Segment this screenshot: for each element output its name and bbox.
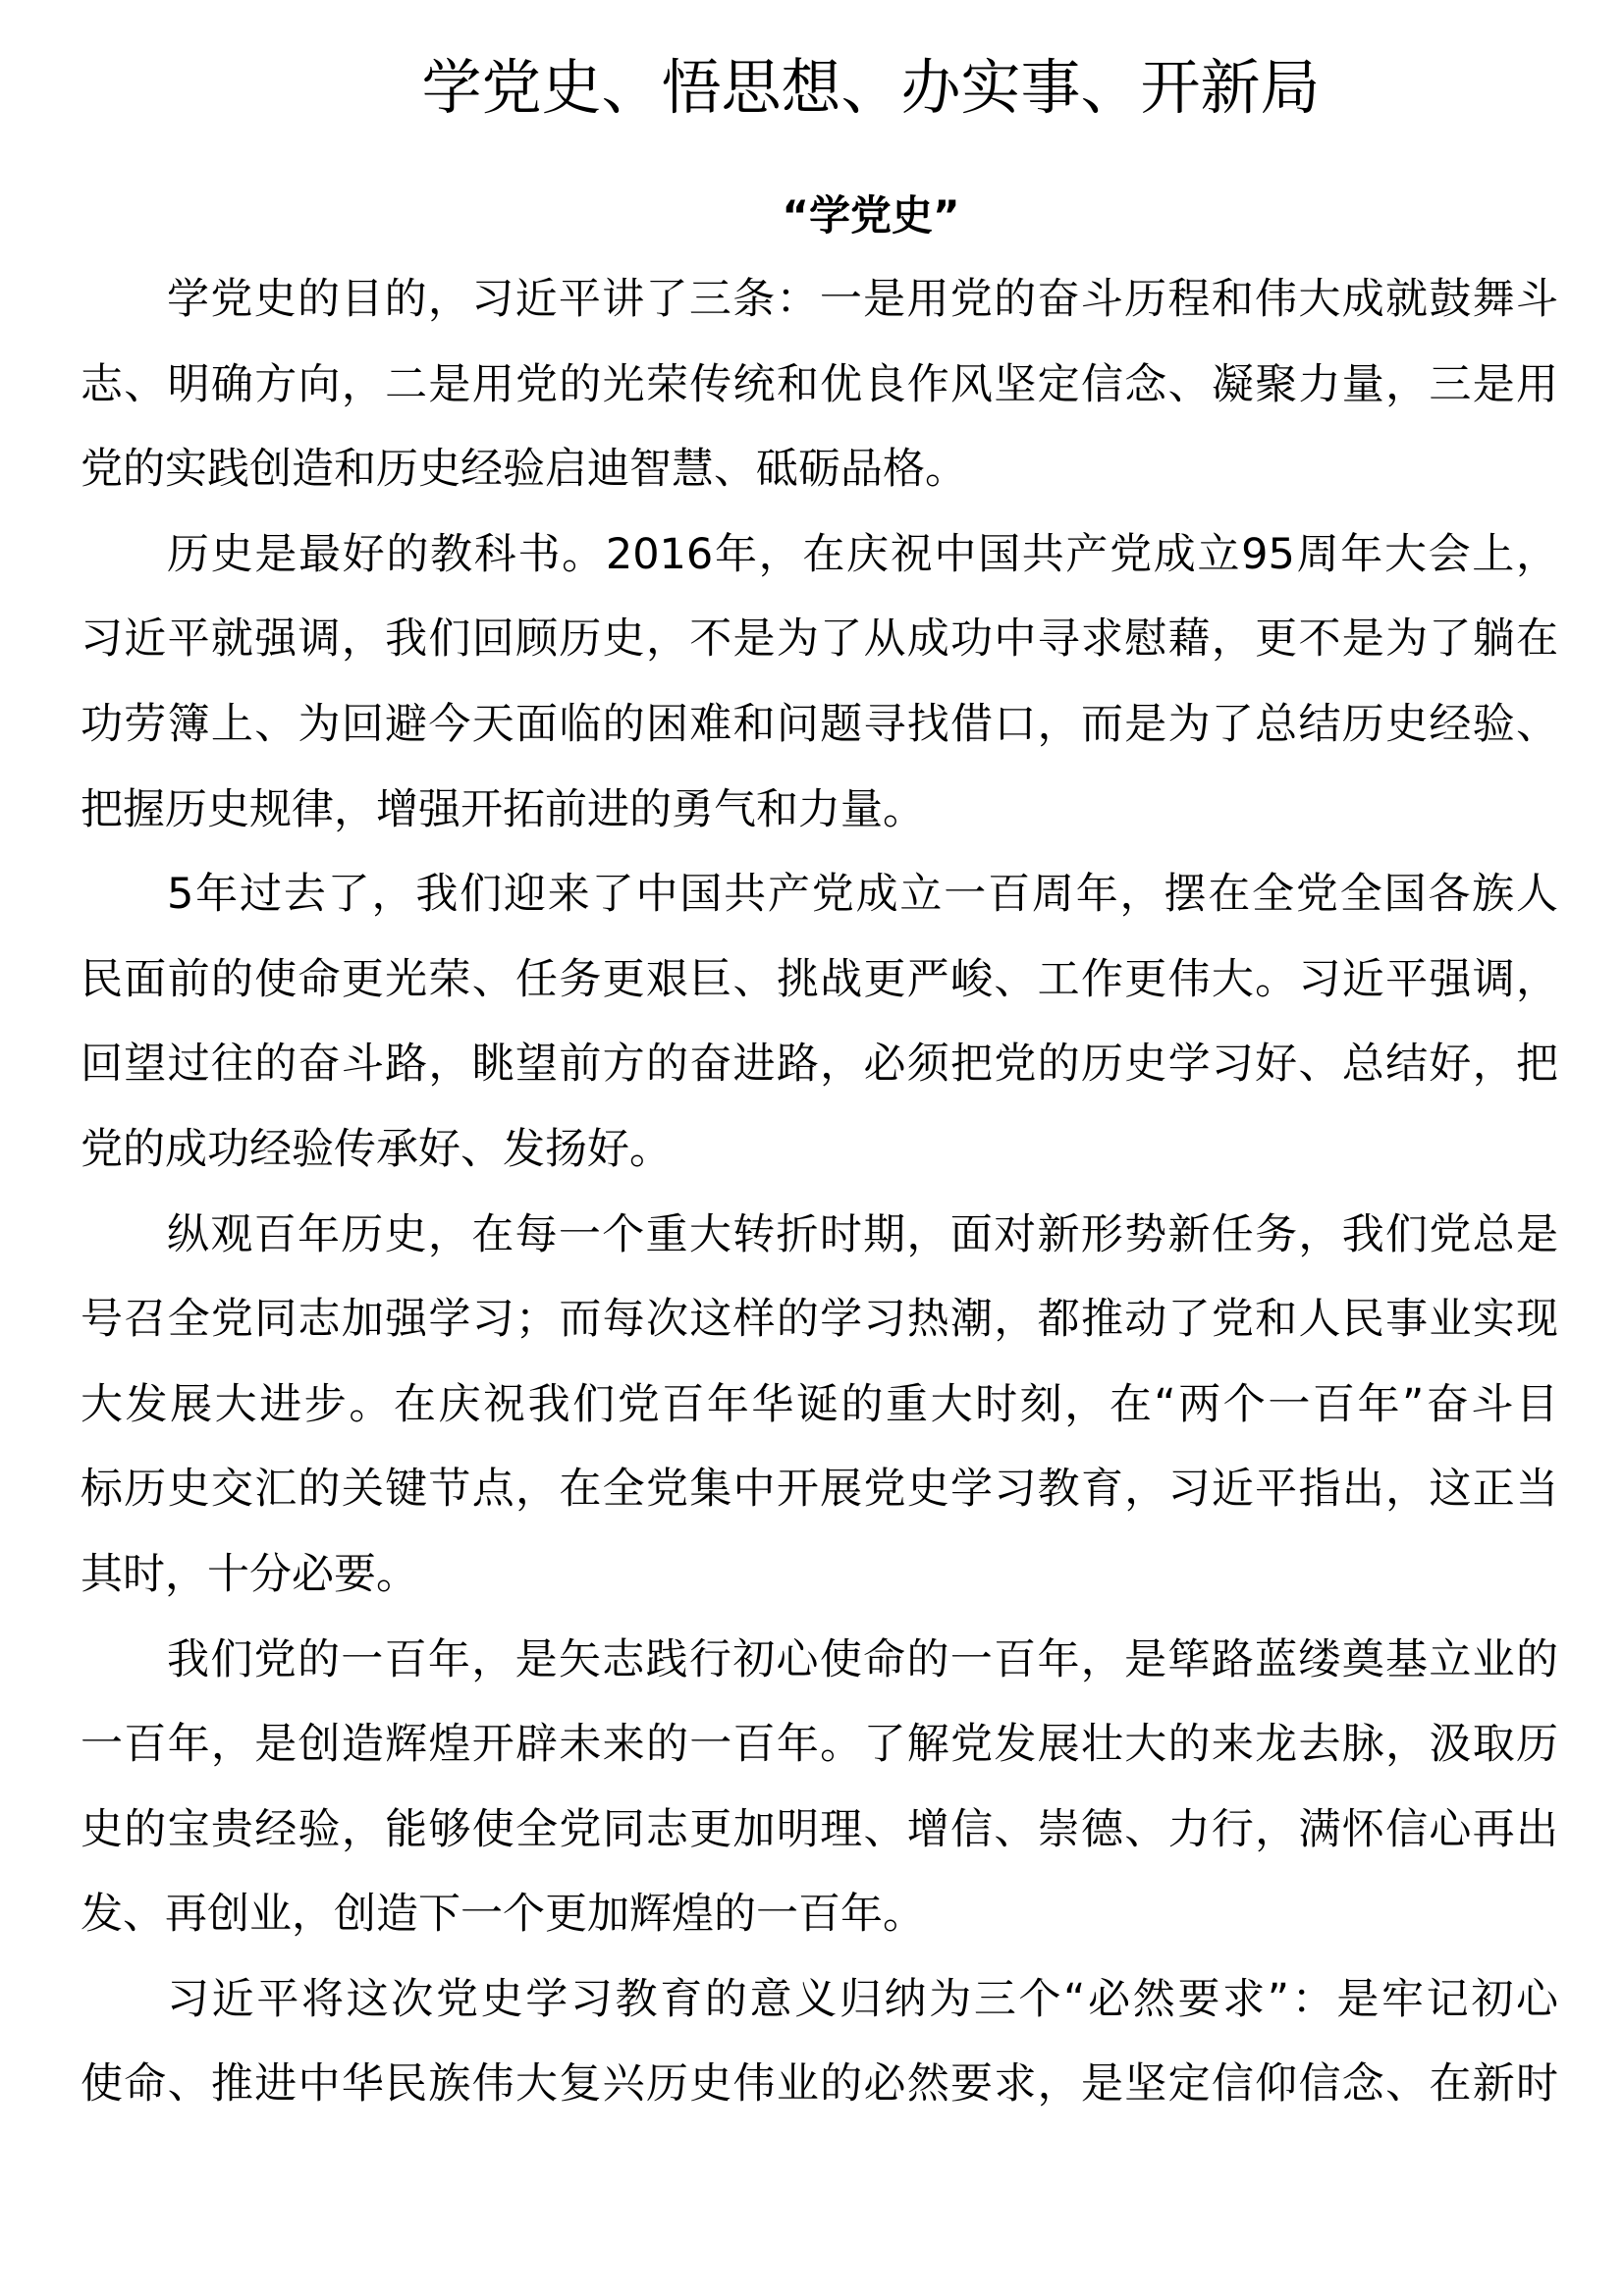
paragraph-line: 把握历史规律，增强开拓前进的勇气和力量。 <box>81 784 925 834</box>
paragraph-line: 党的实践创造和历史经验启迪智慧、砥砺品格。 <box>81 445 967 495</box>
paragraph-line: 志、明确方向，二是用党的光荣传统和优良作风坚定信念、凝聚力量，三是用 <box>81 359 1558 409</box>
paragraph-line: 习近平将这次党史学习教育的意义归纳为三个“必然要求”：是牢记初心 <box>167 1974 1558 2024</box>
paragraph-line: 大发展大进步。在庆祝我们党百年华诞的重大时刻，在“两个一百年”奋斗目 <box>81 1379 1558 1429</box>
paragraph-line: 其时，十分必要。 <box>81 1549 418 1599</box>
paragraph-line: 民面前的使命更光荣、任务更艰巨、挑战更严峻、工作更伟大。习近平强调， <box>81 954 1558 1004</box>
paragraph-line: 史的宝贵经验，能够使全党同志更加明理、增信、崇德、力行，满怀信心再出 <box>81 1804 1558 1854</box>
paragraph-line: 标历史交汇的关键节点，在全党集中开展党史学习教育，习近平指出，这正当 <box>81 1465 1558 1515</box>
section-heading: “学党史” <box>782 191 960 240</box>
paragraph <box>81 852 1558 1192</box>
paragraph-line: 学党史的目的，习近平讲了三条：一是用党的奋斗历程和伟大成就鼓舞斗 <box>167 275 1558 324</box>
paragraph-line: 号召全党同志加强学习；而每次这样的学习热潮，都推动了党和人民事业实现 <box>81 1295 1558 1345</box>
document-body <box>81 257 1558 2127</box>
paragraph <box>81 1957 1558 2127</box>
paragraph-line: 发、再创业，创造下一个更加辉煌的一百年。 <box>81 1890 925 1940</box>
paragraph-line: 功劳簿上、为回避今天面临的困难和问题寻找借口，而是为了总结历史经验、 <box>81 699 1558 749</box>
document-title: 学党史、悟思想、办实事、开新局 <box>421 53 1321 123</box>
paragraph <box>81 1193 1558 1618</box>
paragraph <box>81 512 1558 852</box>
paragraph <box>81 257 1558 512</box>
paragraph-line: 历史是最好的教科书。2016年，在庆祝中国共产党成立95周年大会上， <box>167 529 1558 579</box>
paragraph-line: 我们党的一百年，是矢志践行初心使命的一百年，是筚路蓝缕奠基立业的 <box>167 1634 1558 1684</box>
paragraph-line: 回望过往的奋斗路，眺望前方的奋进路，必须把党的历史学习好、总结好，把 <box>81 1040 1558 1090</box>
paragraph-line: 5年过去了，我们迎来了中国共产党成立一百周年，摆在全党全国各族人 <box>167 870 1558 920</box>
paragraph-line: 纵观百年历史，在每一个重大转折时期，面对新形势新任务，我们党总是 <box>167 1209 1558 1259</box>
paragraph-line: 一百年，是创造辉煌开辟未来的一百年。了解党发展壮大的来龙去脉，汲取历 <box>81 1720 1558 1770</box>
paragraph <box>81 1618 1558 1957</box>
paragraph-line: 习近平就强调，我们回顾历史，不是为了从成功中寻求慰藉，更不是为了躺在 <box>81 614 1558 665</box>
paragraph-line: 使命、推进中华民族伟大复兴历史伟业的必然要求，是坚定信仰信念、在新时 <box>81 2059 1558 2109</box>
paragraph-line: 党的成功经验传承好、发扬好。 <box>81 1124 672 1174</box>
